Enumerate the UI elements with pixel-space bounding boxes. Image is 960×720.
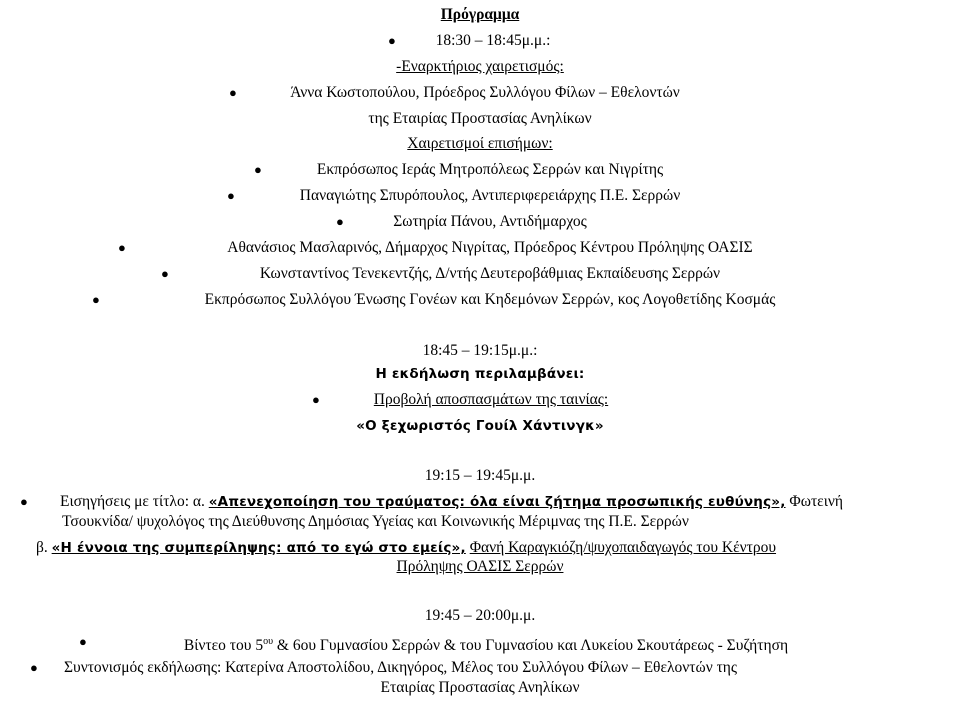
bullet-icon: ●	[30, 660, 38, 675]
bullet-icon: ●	[388, 33, 396, 48]
program-document: Πρόγραμμα ● 18:30 – 18:45μ.μ.: -Εναρκτήριος χαιρετισμός: ● Άννα Κωστοπούλου, Πρόεδρος Συλλόγου Φίλων – Εθελοντών της Εταιρίας Προστασίας Ανηλίκων Χαιρετισμοί επισήμων: ● Εκπρόσωπος Ιεράς Μητροπόλεως Σερρών και Νιγρίτης ● Παναγιώτης Σπυρόπουλος, Αντιπεριφερειάρχης Π.Ε. Σερρών ● Σωτηρία Πάνου, Αντιδήμαρχος ● Αθανάσιος Μασλαρινός, Δήμαρχος Νιγρίτας, Πρόεδρος Κέντρου Πρόληψης ΟΑΣΙΣ ● Κωνσταντίνος Τενεκεντζής, Δ/ντής Δευτεροβάθμιας Εκπαίδευσης Σερρών ● Εκπρόσωπος Συλλόγου Ένωσης Γονέων και Κηδεμόνων Σερρών, κος Λογοθετίδης Κοσμάς 18:45 – 19:15μ.μ.: Η εκδήλωση περιλαμβάνει: ● Προβολή αποσπασμάτων της ταινίας: «Ο ξεχωριστός Γουίλ Χάντινγκ» 19:15 – 19:45μ.μ. ● Εισηγήσεις με τίτλο: α. «Απενεχοποίηση του τραύματος: όλα είναι ζήτημα προσωπικής ευθύνης», Φωτεινή Τσουκνίδα/ ψυχολόγος της Διεύθυνσης Δημόσιας Υγείας και Κοινωνικής Μέριμνας της Π.Ε. Σερρών β. «Η έννοια της συμπερίληψης: από το εγώ στο εμείς», Φανή Καραγκιόζη/ψυχοπαιδαγωγός του Κέντρου Πρόληψης ΟΑΣΙΣ Σερρών 19:45 – 20:00μ.μ. ● Βίντεο του $5^{o\upsilon}$ & 6ου Γυμνασίου Σερρών & του Γυμνασίου και Λυκείου Σκουτάρεως - Συζήτηση ● Συντονισμός εκδήλωσης: Κατερίνα Αποστολίδου, Δικηγόρος, Μέλος του Συλλόγου Φίλων – Εθελοντών της Εταιρίας Προστασίας Ανηλίκων	[0, 0, 960, 720]
list-item-continuation: Πρόληψης ΟΑΣΙΣ Σερρών	[396, 558, 564, 575]
time-slot: 19:15 – 19:45μ.μ.	[424, 467, 536, 484]
bullet-icon: ●	[161, 266, 169, 281]
list-item: ● Εκπρόσωπος Συλλόγου Ένωσης Γονέων και Κηδεμόνων Σερρών, κος Λογοθετίδης Κοσμάς	[92, 291, 776, 308]
film-title: «Ο ξεχωριστός Γουίλ Χάντινγκ»	[356, 418, 604, 434]
bullet-icon: ●	[336, 214, 344, 229]
list-item: ● Παναγιώτης Σπυρόπουλος, Αντιπεριφερειάρχης Π.Ε. Σερρών	[227, 187, 681, 204]
bullet-icon: ●	[92, 292, 100, 307]
list-item: ● Σωτηρία Πάνου, Αντιδήμαρχος	[336, 213, 587, 230]
bullet-icon: ●	[254, 162, 262, 177]
time-slot: 19:45 – 20:00μ.μ.	[424, 607, 536, 624]
list-item: ● Εκπρόσωπος Ιεράς Μητροπόλεως Σερρών και Νιγρίτης	[254, 161, 664, 178]
list-item-continuation: Εταιρίας Προστασίας Ανηλίκων	[380, 679, 580, 696]
section-heading: Η εκδήλωση περιλαμβάνει:	[375, 366, 585, 382]
bullet-icon: ●	[118, 240, 126, 255]
bullet-icon: ●	[20, 494, 28, 509]
program-title: Πρόγραμμα	[440, 6, 520, 23]
list-item: ● Αθανάσιος Μασλαρινός, Δήμαρχος Νιγρίτας, Πρόεδρος Κέντρου Πρόληψης ΟΑΣΙΣ	[118, 239, 753, 256]
section-heading: Χαιρετισμοί επισήμων:	[407, 135, 553, 152]
bullet-icon: ●	[312, 392, 320, 407]
bullet-icon: ●	[79, 634, 87, 649]
list-item: ● Βίντεο του $5^{o\upsilon}$ & 6ου Γυμνασίου Σερρών & του Γυμνασίου και Λυκείου Σκουτάρεως - Συζήτηση	[79, 634, 789, 655]
time-slot: 18:45 – 19:15μ.μ.:	[422, 342, 538, 359]
time-slot: 18:30 – 18:45μ.μ.:	[435, 32, 551, 49]
list-item: ● Προβολή αποσπασμάτων της ταινίας:	[312, 391, 609, 408]
list-item-time-1830	[0, 31, 960, 51]
bullet-icon: ●	[227, 188, 235, 203]
list-item-continuation: Τσουκνίδα/ ψυχολόγος της Διεύθυνσης Δημόσιας Υγείας και Κοινωνικής Μέριμνας της Π.Ε. Σερρών	[62, 513, 689, 530]
list-item: ● Άννα Κωστοπούλου, Πρόεδρος Συλλόγου Φίλων – Εθελοντών	[229, 84, 680, 101]
list-item: β. «Η έννοια της συμπερίληψης: από το εγώ στο εμείς», Φανή Καραγκιόζη/ψυχοπαιδαγωγός του Κέντρου	[36, 539, 777, 556]
list-item-continuation: της Εταιρίας Προστασίας Ανηλίκων	[368, 110, 592, 127]
section-heading: -Εναρκτήριος χαιρετισμός:	[396, 58, 564, 75]
list-item: ● Κωνσταντίνος Τενεκεντζής, Δ/ντής Δευτεροβάθμιας Εκπαίδευσης Σερρών	[161, 265, 721, 282]
bullet-icon: ●	[229, 85, 237, 100]
